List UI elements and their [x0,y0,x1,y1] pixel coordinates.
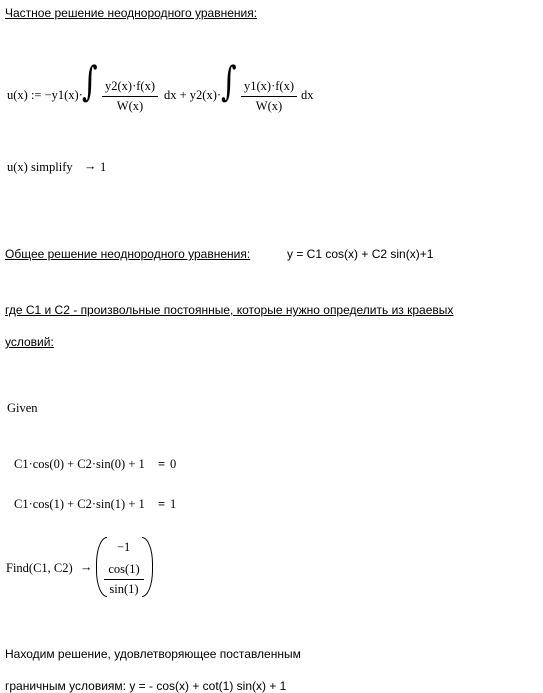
given-keyword: Given [7,401,38,415]
solution-text-line1: Находим решение, удовлетворяющее поставленным [5,647,301,661]
matrix-value-c2 [104,562,144,597]
equation-rhs: 1 [170,497,177,511]
section-heading-particular: Частное решение неоднородного уравнения: [5,6,258,20]
solution-text-line2: граничным условиям: y = - cos(x) + cot(1) sin(x) + 1 [5,679,287,693]
fraction-numerator: y1(x)·f(x) [241,79,297,97]
simplify-arrow: → [84,159,97,173]
simplify-input: u(x) simplify [7,160,73,174]
constants-note-line2: условий: [5,335,54,349]
constants-note-line1: где C1 и C2 - произвольные постоянные, которые нужно определить из краевых [5,303,454,317]
fraction-y2-f-over-w [102,79,158,114]
fraction-denominator: W(x) [116,99,144,113]
general-solution-formula: y = C1 cos(x) + C2 sin(x)+1 [287,247,434,261]
fraction-denominator: sin(1) [109,582,139,596]
equation-equals: = [158,457,166,471]
fraction-denominator: W(x) [255,99,283,113]
u-definition-end: dx [301,88,314,102]
find-call: Find(C1, C2) [6,561,73,575]
equation-rhs: 0 [170,457,177,471]
equation-lhs: C1·cos(1) + C2·sin(1) + 1 [14,497,145,511]
fraction-y1-f-over-w [241,79,297,114]
integral-sign: ∫ [221,58,237,106]
equation-equals: = [158,497,166,511]
fraction-numerator: cos(1) [104,562,144,580]
matrix-value-c1: −1 [117,540,131,554]
integral-sign: ∫ [82,58,98,106]
u-definition-middle: dx + y2(x)· [164,88,222,102]
general-solution-label: Общее решение неоднородного уравнения: [5,247,251,261]
simplify-result: 1 [100,160,107,174]
u-definition-lhs: u(x) := −y1(x)· [7,88,83,102]
equation-lhs: C1·cos(0) + C2·sin(0) + 1 [14,457,145,471]
fraction-numerator: y2(x)·f(x) [102,79,158,97]
find-arrow: → [80,560,93,574]
